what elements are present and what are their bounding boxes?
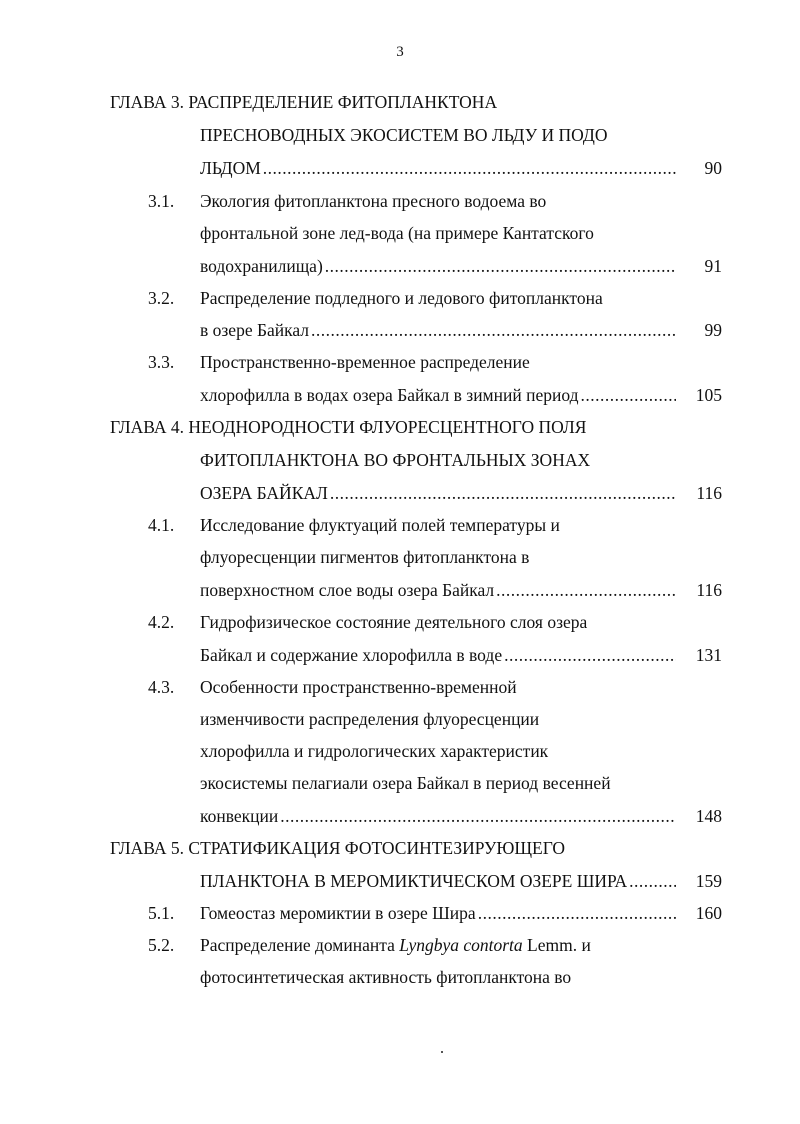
section-3-1-number: 3.1. [148,191,175,211]
section-4-1-page: 116 [696,580,722,600]
section-4-1-number: 4.1. [148,515,175,535]
chapter-5-page: 159 [695,871,722,891]
chapter-4-title-line3: ОЗЕРА БАЙКАЛ ..... [200,481,680,505]
section-4-1-line2: флуоресценции пигментов фитопланктона в [200,547,530,567]
section-5-1-line1: Гомеостаз меромиктии в озере Шира ..... [200,901,680,925]
section-5-2-number: 5.2. [148,935,175,955]
chapter-4-label: ГЛАВА 4. [110,417,185,437]
section-4-2-line1: Гидрофизическое состояние деятельного слоя озера [200,612,588,632]
section-3-1-line1: Экология фитопланктона пресного водоема во [200,191,547,211]
section-4-3-line1: Особенности пространственно-временной [200,677,517,697]
chapter-3-page: 90 [704,158,722,178]
section-5-2-line1: Распределение доминанта Lyngbya contorta Lemm. и [200,935,591,955]
section-4-3-number: 4.3. [148,677,175,697]
section-4-1-line1: Исследование флуктуаций полей температуры и [200,515,560,535]
section-3-2-line1: Распределение подледного и ледового фитопланктона [200,288,603,308]
species-name: Lyngbya contorta [399,935,523,955]
section-3-1-line3: водохранилища) ..... [200,254,680,278]
chapter-4-title-line2: ФИТОПЛАНКТОНА ВО ФРОНТАЛЬНЫХ ЗОНАХ [200,450,591,470]
chapter-4-heading [110,415,586,439]
section-4-2-number: 4.2. [148,612,175,632]
chapter-5-title-line1: СТРАТИФИКАЦИЯ ФОТОСИНТЕЗИРУЮЩЕГО [188,838,566,858]
section-4-1-line3: поверхностном слое воды озера Байкал ..... [200,578,680,602]
section-5-1-number: 5.1. [148,903,175,923]
section-4-3-line2: изменчивости распределения флуоресценции [200,709,540,729]
page-number: 3 [396,44,404,60]
section-5-2-line2: фотосинтетическая активность фитопланктона во [200,967,572,987]
chapter-3-title-line3: ЛЬДОМ ..... [200,156,680,180]
chapter-3-title-line2: ПРЕСНОВОДНЫХ ЭКОСИСТЕМ ВО ЛЬДУ И ПОДО [200,125,608,145]
section-3-3-number: 3.3. [148,352,175,372]
section-3-2-number: 3.2. [148,288,175,308]
chapter-5-heading [110,836,565,860]
scan-speck [441,1051,443,1053]
section-3-3-page: 105 [695,385,722,405]
section-3-1-page: 91 [704,256,722,276]
section-3-3-line2: хлорофилла в водах озера Байкал в зимний период ..... [200,383,680,407]
chapter-5-title-line2: ПЛАНКТОНА В МЕРОМИКТИЧЕСКОМ ОЗЕРЕ ШИРА ..... [200,869,680,893]
section-3-3-line1: Пространственно-временное распределение [200,352,530,372]
section-4-3-line5: конвекции ..... [200,804,680,828]
section-4-3-line3: хлорофилла и гидрологических характеристик [200,741,549,761]
section-3-2-page: 99 [704,320,722,340]
section-4-3-page: 148 [695,806,722,826]
section-3-1-line2: фронтальной зоне лед-вода (на примере Кантатского [200,223,594,243]
chapter-4-title-line1: НЕОДНОРОДНОСТИ ФЛУОРЕСЦЕНТНОГО ПОЛЯ [188,417,587,437]
chapter-3-label: ГЛАВА 3. [110,92,185,112]
section-3-2-line2: в озере Байкал ..... [200,318,680,342]
chapter-3-title-line1: РАСПРЕДЕЛЕНИЕ ФИТОПЛАНКТОНА [188,92,498,112]
chapter-4-page: 116 [696,483,722,503]
section-4-2-page: 131 [695,645,722,665]
section-5-1-page: 160 [695,903,722,923]
section-4-3-line4: экосистемы пелагиали озера Байкал в период весенней [200,773,611,793]
chapter-3-heading [110,90,497,114]
chapter-5-label: ГЛАВА 5. [110,838,185,858]
section-4-2-line2: Байкал и содержание хлорофилла в воде ..... [200,643,680,667]
